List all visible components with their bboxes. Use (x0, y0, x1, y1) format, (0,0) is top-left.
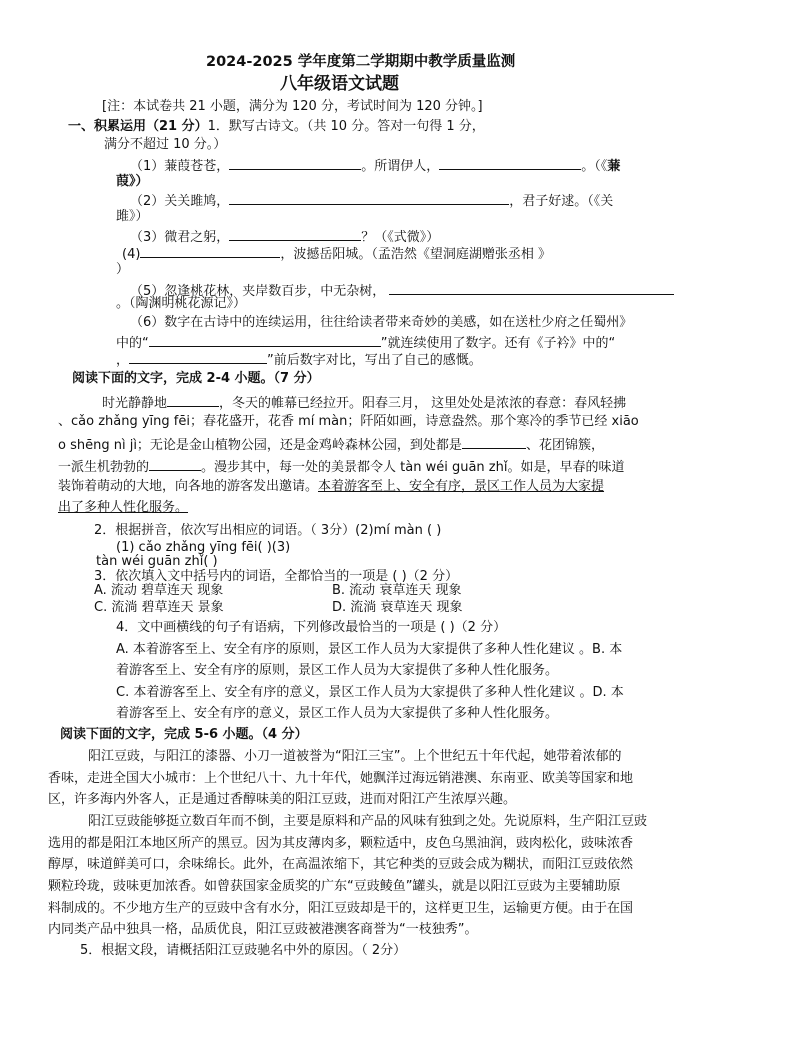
answer-blank[interactable] (229, 191, 509, 205)
reading1-text: o shēng nì jì；无论是金山植物公园，还是金鸡岭森林公园，到处都是 (58, 438, 462, 453)
reading1-heading: 阅读下面的文字，完成 2-4 小题。（7 分） (72, 371, 320, 386)
section1-heading: 一、积累运用（21 分） (68, 119, 208, 134)
reading1-text: 一派生机勃勃的 (58, 460, 150, 475)
exam-subtitle: 八年级语文试题 (280, 74, 399, 94)
q4-option-c-d[interactable]: C. 本着游客至上、安全有序的意义，景区工作人员为大家提供了多种人性化建议 。D. 本 (116, 685, 624, 700)
q3-option-a[interactable]: A. 流动 碧草连天 现象 (94, 583, 224, 598)
q1-5-text-a: （5）忽逢桃花林，夹岸数百步，中无杂树， (130, 284, 386, 299)
q1-item-4-cont: ） (116, 262, 130, 277)
q2-line2: (1) cǎo zhǎng yīng fēi( )(3) (116, 540, 291, 555)
q1-item-6-line3 (116, 350, 482, 369)
q1-item-2 (130, 191, 613, 210)
reading1-p3 (58, 435, 604, 454)
q1-item-6: （6）数字在古诗中的连续运用，往往给读者带来奇妙的美感，如在送杜少府之任蜀州》 (130, 315, 633, 330)
q4-stem: 4．文中画横线的句子有语病，下列修改最恰当的一项是 ( )（2 分） (116, 620, 507, 635)
reading1-text: 、花团锦簇， (525, 438, 604, 453)
reading2-p9: 内同类产品中独具一格，品质优良，阳江豆豉被港澳客商誉为“一枝独秀”。 (48, 922, 478, 937)
answer-blank[interactable] (167, 393, 219, 407)
q2-line3: tàn wéi guān zhǐ( ) (96, 554, 218, 569)
q1-3-text-a: （3）微君之躬， (130, 230, 230, 245)
answer-blank[interactable] (149, 333, 381, 347)
answer-blank[interactable] (149, 457, 201, 471)
q1-item-1-cont: 葭》） (116, 174, 149, 189)
reading2-p8: 料制成的。不少地方生产的豆豉中含有水分，阳江豆豉却是干的，这样更卫生，运输更方便。由于在国 (48, 901, 634, 916)
reading1-p4 (58, 457, 624, 476)
q1-2-text-a: （2）关关雎鸠， (130, 194, 230, 209)
reading2-heading: 阅读下面的文字，完成 5-6 小题。（4 分） (60, 727, 308, 742)
reading1-p5 (58, 479, 604, 495)
q4-option-a-b[interactable]: A. 本着游客至上、安全有序的原则，景区工作人员为大家提供了多种人性化建议 。B. 本 (116, 642, 623, 657)
q1-6-text-e: ”前后数字对比，写出了自己的感慨。 (267, 353, 482, 368)
q3-option-c[interactable]: C. 流淌 碧草连天 景象 (94, 600, 224, 615)
q1-intro-cont: 满分不超过 10 分。） (104, 137, 227, 152)
q5-stem: 5．根据文段，请概括阳江豆豉驰名中外的原因。（ 2分） (80, 943, 407, 958)
reading1-text: 。漫步其中，每一处的美景都令人 tàn wéi guān zhǐ。如是，早春的味道 (201, 460, 625, 475)
q1-item-1 (130, 156, 620, 175)
answer-blank[interactable] (140, 244, 280, 258)
q1-4-text-b: ，波撼岳阳城。（孟浩然《望洞庭湖赠张丞相 》 (280, 247, 552, 262)
q4-option-d-cont[interactable]: 着游客至上、安全有序的意义，景区工作人员为大家提供了多种人性化服务。 (116, 706, 559, 721)
reading2-p5: 选用的都是阳江本地区所产的黑豆。因为其皮薄肉多，颗粒适中，皮色乌黑油润，豉肉松化，豉味浓香 (48, 836, 634, 851)
answer-blank[interactable] (389, 281, 674, 295)
q3-option-b[interactable]: B. 流动 衰草连天 现象 (332, 583, 462, 598)
q1-intro: 1．默写古诗文。（共 10 分。答对一句得 1 分， (207, 119, 485, 134)
q1-item-5-cont: 。（陶渊明桃花源记》） (116, 296, 247, 311)
q1-6-text-c: ”就连续使用了数字。还有《子衿》中的“ (380, 336, 616, 351)
reading1-text: 时光静静地 (102, 396, 168, 411)
reading2-p4: 阳江豆豉能够挺立数百年而不倒，主要是原料和产品的风味有独到之处。先说原料，生产阳江豆豉 (88, 814, 648, 829)
reading2-p3: 区，许多海内外客人，正是通过香醇味美的阳江豆豉，进而对阳江产生浓厚兴趣。 (48, 792, 517, 807)
q1-1-text-c: 。（《 (581, 159, 608, 174)
q1-2-text-b: ，君子好逑。（《关 (509, 194, 614, 209)
q1-1-text-b: 。所谓伊人， (361, 159, 440, 174)
q1-3-text-b: ？（《式微》） (361, 230, 440, 245)
answer-blank[interactable] (462, 435, 526, 449)
reading1-text: 装饰着萌动的大地，向各地的游客发出邀请。 (58, 479, 319, 494)
section1-line (68, 119, 485, 135)
q2-line1: 2．根据拼音，依次写出相应的词语。（ 3分）(2)mí màn ( ) (94, 523, 442, 538)
answer-blank[interactable] (229, 227, 361, 241)
q1-6-text-d: ， (116, 353, 130, 368)
q1-1-text-d: 蒹 (607, 159, 621, 174)
answer-blank[interactable] (439, 156, 581, 170)
reading2-p7: 颗粒玲珑，豉味更加浓香。如曾获国家金质奖的广东“豆豉鲮鱼”罐头，就是以阳江豆豉为主要辅助原 (48, 879, 621, 894)
q1-1-text-a: （1）蒹葭苍苍， (130, 159, 230, 174)
q4-option-b-cont[interactable]: 着游客至上、安全有序的原则，景区工作人员为大家提供了多种人性化服务。 (116, 663, 559, 678)
reading1-p2: 、cǎo zhǎng yīng fēi；春花盛开，花香 mí màn；阡陌如画，诗意盎然。那个寒冷的季节已经 xiāo (58, 414, 639, 429)
underlined-sentence: 本着游客至上、安全有序，景区工作人员为大家提 (318, 479, 605, 494)
q3-stem: 3．依次填入文中括号内的词语，全都恰当的一项是 ( )（2 分） (94, 569, 459, 584)
q3-option-d[interactable]: D. 流淌 衰草连天 现象 (332, 600, 463, 615)
reading2-p2: 香味，走进全国大小城市：上个世纪八十、九十年代，她飘洋过海远销港澳、东南亚、欧美等国家和地 (48, 771, 634, 786)
answer-blank[interactable] (229, 156, 361, 170)
reading1-text: ，冬天的帷幕已经拉开。阳春三月， 这里处处是浓浓的春意：春风轻拂 (219, 396, 627, 411)
q1-item-4 (122, 244, 551, 263)
underlined-sentence-cont: 出了多种人性化服务。 (58, 500, 189, 515)
q1-item-2-cont: 雎》） (116, 209, 149, 224)
answer-blank[interactable] (129, 350, 267, 364)
reading2-p1: 阳江豆豉，与阳江的漆器、小刀一道被誉为“阳江三宝”。上个世纪五十年代起，她带着浓郁的 (88, 749, 622, 764)
q1-4-text-a: (4) (122, 247, 141, 262)
exam-note: [注：本试卷共 21 小题，满分为 120 分，考试时间为 120 分钟。] (102, 99, 483, 114)
reading1-p1 (102, 393, 626, 412)
reading2-p6: 醇厚，味道鲜美可口，余味绵长。此外，在高温浓缩下，其它种类的豆豉会成为糊状，而阳江豆豉依然 (48, 857, 634, 872)
q1-6-text-b: 中的“ (116, 336, 149, 351)
exam-title: 2024-2025 学年度第二学期期中教学质量监测 (206, 54, 516, 70)
